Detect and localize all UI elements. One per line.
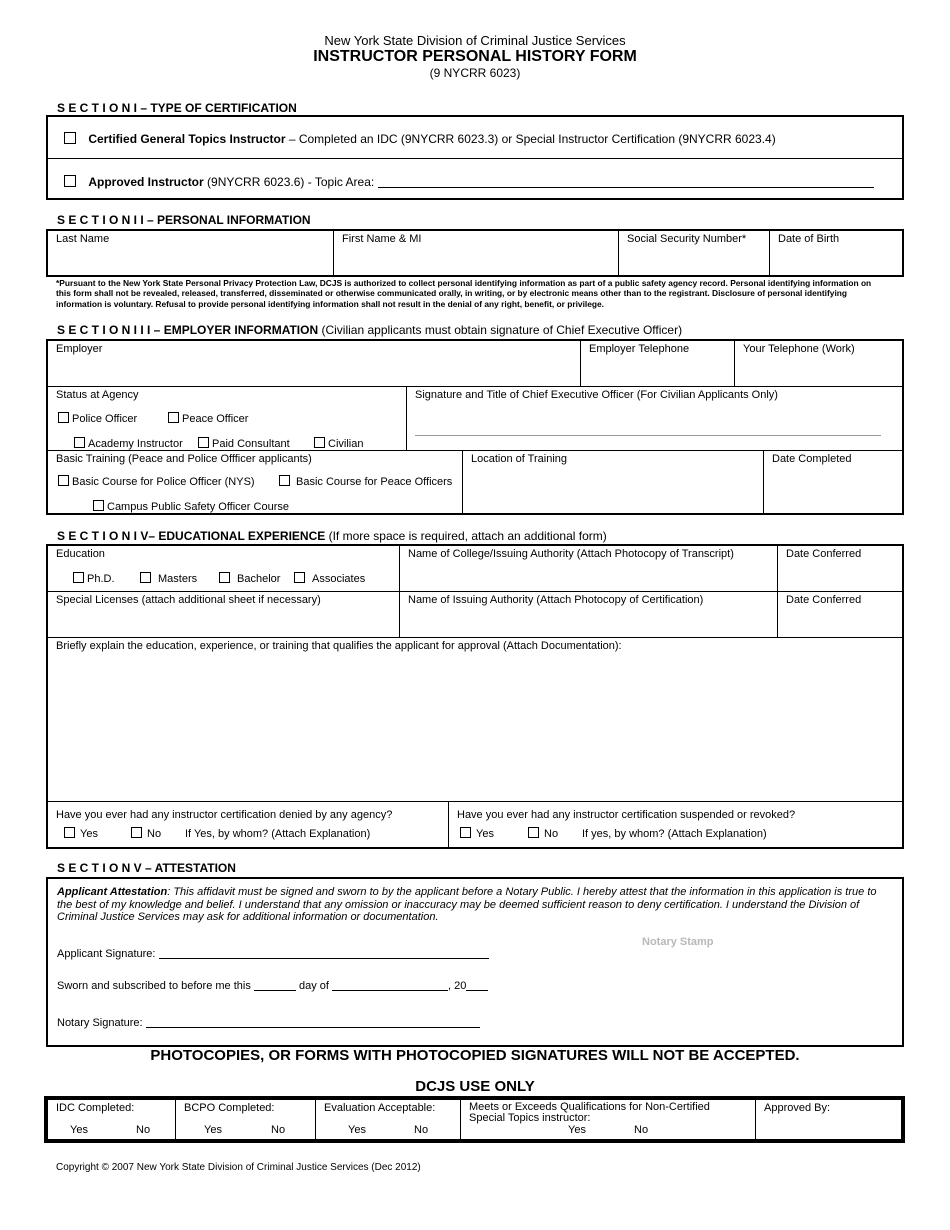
police-officer-label: Police Officer <box>72 413 138 425</box>
masters-label: Masters <box>158 573 198 585</box>
denied-question-label: Have you ever had any instructor certification denied by any agency? <box>56 809 393 821</box>
evaluation-label: Evaluation Acceptable: <box>324 1102 436 1114</box>
personal-info-box <box>46 229 904 277</box>
meets-label: Meets or Exceeds Qualifications for Non-Certified Special Topics instructor: <box>469 1101 710 1124</box>
form-title: INSTRUCTOR PERSONAL HISTORY FORM <box>313 48 637 65</box>
associates-label: Associates <box>312 573 366 585</box>
idc-no[interactable]: No <box>136 1124 151 1136</box>
notary-signature-field[interactable] <box>146 1017 480 1028</box>
first-name-label: First Name & MI <box>342 233 422 245</box>
section4-title-bold: S E C T I O N I V– EDUCATIONAL EXPERIENCE <box>57 529 326 543</box>
denied-no-option[interactable] <box>131 827 161 840</box>
attestation-text <box>57 886 893 924</box>
qualifications-explanation-field[interactable] <box>48 638 902 802</box>
dob-label: Date of Birth <box>778 233 840 245</box>
phd-option[interactable] <box>73 572 115 585</box>
campus-checkbox[interactable] <box>93 500 104 511</box>
bachelor-option[interactable] <box>219 572 280 585</box>
suspended-yes-label: Yes <box>476 828 494 840</box>
section2-title: S E C T I O N I I – PERSONAL INFORMATION <box>57 213 311 227</box>
photocopy-notice: PHOTOCOPIES, OR FORMS WITH PHOTOCOPIED SIGNATURES WILL NOT BE ACCEPTED. <box>150 1047 800 1064</box>
idc-label: IDC Completed: <box>56 1102 135 1114</box>
denied-no-label: No <box>147 828 162 840</box>
civilian-option[interactable] <box>314 437 363 450</box>
first-name-field[interactable] <box>334 231 619 275</box>
basic-peace-checkbox[interactable] <box>279 475 290 486</box>
location-of-training-field[interactable] <box>463 451 764 513</box>
peace-officer-option[interactable] <box>168 412 248 425</box>
ssn-field[interactable] <box>619 231 770 275</box>
section1-title: S E C T I O N I – TYPE OF CERTIFICATION <box>57 101 297 115</box>
meets-yes[interactable]: Yes <box>568 1124 586 1136</box>
date-conferred-field[interactable] <box>778 546 902 592</box>
form-citation: (9 NYCRR 6023) <box>429 66 521 80</box>
certified-general-option[interactable] <box>64 132 776 146</box>
ssn-label: Social Security Number* <box>627 233 747 245</box>
education-field <box>48 546 400 592</box>
attestation-body: : This affidavit must be signed and sworn to by the applicant before a Notary Public. I hereby attest that the information in this application is true to the best of my knowledge and belief. I understand that any omission or inaccuracy may be deemed sufficient reason to deny certification. I understand the Division of Criminal Justice Services may ask for additional information or documentation. <box>57 886 877 924</box>
section3-title-note: (Civilian applicants must obtain signature of Chief Executive Officer) <box>318 323 683 337</box>
employer-field[interactable] <box>48 341 581 387</box>
approved-instructor-checkbox[interactable] <box>64 175 76 187</box>
approved-instructor-desc: (9NYCRR 6023.6) - Topic Area: <box>203 175 375 189</box>
certified-general-checkbox[interactable] <box>64 132 76 144</box>
bachelor-checkbox[interactable] <box>219 572 230 583</box>
privacy-note: *Pursuant to the New York State Personal Privacy Protection Law, DCJS is authorized to collect personal identifying information as part of a public safety agency record. Personal identifying information on this form shall not be revealed, released, transferred, disseminated or otherwise communicated orally, in writing, or by electronic means other than to the registrant. Disclosure of personal identifying information is voluntary. Refusal to provide personal identifying information shall not result in the denial of any right, benefit, or privilege. <box>56 278 872 309</box>
education-box <box>46 544 904 849</box>
attestation-box <box>46 877 904 1047</box>
applicant-signature-field[interactable] <box>159 948 489 959</box>
sworn-row <box>57 980 488 992</box>
employer-info-box <box>46 339 904 515</box>
bcpo-no[interactable]: No <box>271 1124 286 1136</box>
academy-instructor-label: Academy Instructor <box>88 438 183 450</box>
academy-instructor-checkbox[interactable] <box>74 437 85 448</box>
applicant-signature-label: Applicant Signature: <box>57 948 156 960</box>
ceo-signature-label: Signature and Title of Chief Executive Officer (For Civilian Applicants Only) <box>415 389 778 401</box>
certified-general-label: Certified General Topics Instructor <box>88 132 286 146</box>
date-completed-label: Date Completed <box>772 453 852 465</box>
evaluation-no[interactable]: No <box>414 1124 429 1136</box>
approved-instructor-option[interactable] <box>64 175 874 189</box>
basic-peace-option[interactable] <box>279 475 452 488</box>
police-officer-checkbox[interactable] <box>58 412 69 423</box>
sworn-label-a: Sworn and subscribed to before me this <box>57 980 251 992</box>
sworn-month-field[interactable] <box>332 980 448 991</box>
masters-checkbox[interactable] <box>140 572 151 583</box>
associates-option[interactable] <box>294 572 365 585</box>
certified-general-desc: – Completed an IDC (9NYCRR 6023.3) or Special Instructor Certification (9NYCRR 6023.4) <box>285 132 776 146</box>
sworn-year-field[interactable] <box>466 980 488 991</box>
basic-police-option[interactable] <box>58 475 255 488</box>
education-label: Education <box>56 548 105 560</box>
college-label: Name of College/Issuing Authority (Attach Photocopy of Transcript) <box>408 548 734 560</box>
section4-title-note: (If more space is required, attach an additional form) <box>325 529 607 543</box>
date-completed-field[interactable] <box>764 451 902 513</box>
dcjs-title: DCJS USE ONLY <box>415 1078 535 1095</box>
suspended-question-label: Have you ever had any instructor certification suspended or revoked? <box>457 809 796 821</box>
masters-option[interactable] <box>140 572 197 585</box>
suspended-whom-label: If yes, by whom? (Attach Explanation) <box>582 828 767 840</box>
evaluation-cell <box>316 1100 461 1139</box>
idc-yes[interactable]: Yes <box>70 1124 88 1136</box>
campus-label: Campus Public Safety Officer Course <box>107 501 289 513</box>
date-conferred2-field[interactable] <box>778 592 902 638</box>
paid-consultant-checkbox[interactable] <box>198 437 209 448</box>
civilian-checkbox[interactable] <box>314 437 325 448</box>
employer-label: Employer <box>56 343 103 355</box>
date-conferred2-label: Date Conferred <box>786 594 862 606</box>
denied-yes-label: Yes <box>80 828 98 840</box>
suspended-question <box>449 802 902 847</box>
notary-signature-label: Notary Signature: <box>57 1017 143 1029</box>
issuing-label: Name of Issuing Authority (Attach Photocopy of Certification) <box>408 594 704 606</box>
section5-title: S E C T I O N V – ATTESTATION <box>57 861 236 875</box>
suspended-yes-option[interactable] <box>460 827 494 840</box>
status-label: Status at Agency <box>56 389 139 401</box>
idc-completed-cell <box>48 1100 176 1139</box>
approved-by-label: Approved By: <box>764 1102 831 1114</box>
divider <box>48 158 902 159</box>
campus-option[interactable] <box>93 500 289 513</box>
bcpo-completed-cell <box>176 1100 316 1139</box>
notary-stamp-area: Notary Stamp <box>642 936 714 948</box>
sworn-day-field[interactable] <box>254 980 296 991</box>
dob-field[interactable] <box>770 231 902 275</box>
explain-label: Briefly explain the education, experience, or training that qualifies the applicant for approval (Attach Documentation): <box>56 640 622 652</box>
academy-instructor-option[interactable] <box>74 437 183 450</box>
topic-area-field[interactable] <box>378 177 874 188</box>
paid-consultant-option[interactable] <box>198 437 290 450</box>
paid-consultant-label: Paid Consultant <box>212 438 290 450</box>
applicant-signature-row <box>57 948 489 960</box>
denied-yes-option[interactable] <box>64 827 98 840</box>
last-name-field[interactable] <box>48 231 334 275</box>
dcjs-use-box <box>44 1096 905 1143</box>
peace-officer-label: Peace Officer <box>182 413 249 425</box>
issuing-authority-field[interactable] <box>400 592 778 638</box>
ceo-signature-field[interactable] <box>407 387 902 451</box>
denied-whom-label: If Yes, by whom? (Attach Explanation) <box>185 828 371 840</box>
date-conferred-label: Date Conferred <box>786 548 862 560</box>
section3-title-bold: S E C T I O N I I I – EMPLOYER INFORMATION <box>57 323 319 337</box>
sworn-label-b: day of <box>298 980 329 992</box>
associates-checkbox[interactable] <box>294 572 305 583</box>
suspended-no-option[interactable] <box>528 827 558 840</box>
notary-signature-row <box>57 1017 480 1029</box>
licenses-label: Special Licenses (attach additional sheet if necessary) <box>56 594 321 606</box>
suspended-yes-checkbox[interactable] <box>460 827 471 838</box>
phd-checkbox[interactable] <box>73 572 84 583</box>
basic-police-label: Basic Course for Police Officer (NYS) <box>72 476 255 488</box>
employer-phone-field[interactable] <box>581 341 735 387</box>
suspended-no-checkbox[interactable] <box>528 827 539 838</box>
basic-training-label: Basic Training (Peace and Police Offficer applicants) <box>56 453 312 465</box>
section3-title <box>57 323 682 337</box>
denied-yes-checkbox[interactable] <box>64 827 75 838</box>
phd-label: Ph.D. <box>87 573 115 585</box>
work-phone-field[interactable] <box>735 341 902 387</box>
basic-peace-label: Basic Course for Peace Officers <box>296 476 453 488</box>
evaluation-yes[interactable]: Yes <box>348 1124 366 1136</box>
work-phone-label: Your Telephone (Work) <box>743 343 855 355</box>
certification-type-box <box>46 115 904 200</box>
bachelor-label: Bachelor <box>237 573 281 585</box>
licenses-field[interactable] <box>48 592 400 638</box>
agency-name: New York State Division of Criminal Justice Services <box>324 33 626 48</box>
sworn-label-c: , 20 <box>447 980 467 992</box>
approved-instructor-label: Approved Instructor <box>88 175 204 189</box>
civilian-label: Civilian <box>328 438 364 450</box>
basic-police-checkbox[interactable] <box>58 475 69 486</box>
copyright: Copyright © 2007 New York State Division of Criminal Justice Services (Dec 2012) <box>56 1162 421 1173</box>
police-officer-option[interactable] <box>58 412 137 425</box>
approved-by-cell[interactable] <box>756 1100 901 1139</box>
meets-qualifications-cell <box>461 1100 756 1139</box>
bcpo-label: BCPO Completed: <box>184 1102 275 1114</box>
employer-phone-label: Employer Telephone <box>589 343 690 355</box>
attestation-bold: Applicant Attestation <box>57 886 168 898</box>
location-label: Location of Training <box>471 453 568 465</box>
denied-question <box>48 802 449 847</box>
section4-title <box>57 529 607 543</box>
ceo-signature-line <box>415 435 881 436</box>
bcpo-yes[interactable]: Yes <box>204 1124 222 1136</box>
meets-no[interactable]: No <box>634 1124 649 1136</box>
suspended-no-label: No <box>544 828 559 840</box>
peace-officer-checkbox[interactable] <box>168 412 179 423</box>
college-field[interactable] <box>400 546 778 592</box>
denied-no-checkbox[interactable] <box>131 827 142 838</box>
last-name-label: Last Name <box>56 233 110 245</box>
